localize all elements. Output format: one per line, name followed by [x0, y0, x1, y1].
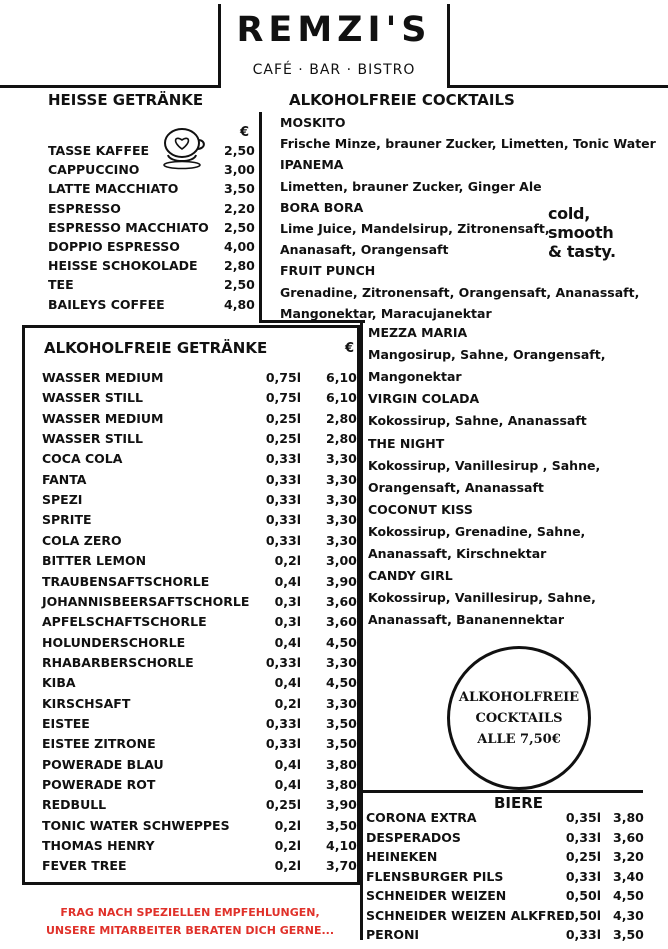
beer-price: 3,40 — [613, 868, 644, 884]
cocktail-ingredients: Lime Juice, Mandelsirup, Zitronensaft, — [280, 221, 550, 236]
beer-size: 0,33l — [565, 829, 601, 845]
soft-drink-name: REDBULL — [42, 797, 107, 813]
soft-drink-price: 2,80 — [326, 410, 357, 426]
cocktail-ingredients: Ananassaft, Bananennektar — [368, 612, 565, 628]
hot-drink-price: 2,20 — [224, 200, 255, 216]
cocktail-ingredients: Ananassaft, Kirschnektar — [368, 546, 547, 561]
beer-name: DESPERADOS — [366, 829, 461, 845]
soft-drink-size: 0,2l — [274, 553, 301, 569]
cocktail-column-rule — [360, 320, 363, 940]
hot-drink-name: CAPPUCCINO — [48, 162, 140, 178]
footer-line-1: FRAG NACH SPEZIELLEN EMPFEHLUNGEN, — [60, 906, 320, 919]
soft-drink-price: 6,10 — [326, 390, 357, 406]
beer-price: 3,50 — [613, 927, 644, 942]
soft-drink-name: FEVER TREE — [42, 858, 127, 874]
soft-drink-name: POWERADE BLAU — [42, 756, 164, 772]
header-rule-left — [0, 85, 218, 88]
soft-drink-price: 3,90 — [326, 797, 357, 813]
soft-drink-name: POWERADE ROT — [42, 777, 156, 792]
beer-name: SCHNEIDER WEIZEN ALKFREI — [366, 907, 570, 923]
soft-drink-name: TRAUBENSAFTSCHORLE — [42, 573, 210, 589]
soft-drink-name: APFELSCHAFTSCHORLE — [42, 614, 207, 630]
badge-line: ALKOHOLFREIE — [458, 689, 580, 705]
hot-drink-name: TASSE KAFFEE — [48, 143, 150, 158]
cocktail-ingredients: Kokossirup, Grenadine, Sahne, — [368, 523, 586, 539]
hot-drink-price: 4,80 — [224, 296, 255, 312]
hot-drink-price: 2,50 — [224, 143, 255, 158]
brand-tagline: CAFÉ · BAR · BISTRO — [252, 62, 416, 78]
cocktails-title: ALKOHOLFREIE COCKTAILS — [289, 91, 515, 109]
soft-drink-price: 3,90 — [326, 573, 357, 589]
soft-drink-size: 0,3l — [274, 593, 301, 609]
beer-price: 3,60 — [613, 829, 644, 845]
soft-drink-name: WASSER STILL — [42, 431, 143, 447]
soft-drink-name: JOHANNISBEERSAFTSCHORLE — [42, 593, 250, 609]
soft-drink-name: FANTA — [42, 471, 87, 487]
soft-drink-price: 2,80 — [326, 431, 357, 447]
hot-drinks-title: HEISSE GETRÄNKE — [48, 91, 204, 109]
soft-drink-size: 0,33l — [265, 451, 301, 467]
soft-drink-price: 3,50 — [326, 817, 357, 833]
soft-drink-name: COCA COLA — [42, 451, 123, 467]
beer-size: 0,25l — [565, 849, 601, 864]
soft-drink-name: HOLUNDERSCHORLE — [42, 634, 186, 650]
soft-drink-size: 0,33l — [265, 492, 301, 508]
cocktail-name: COCONUT KISS — [368, 501, 473, 517]
beer-size: 0,50l — [565, 888, 601, 903]
cocktail-ingredients: Orangensaft, Ananassaft — [368, 479, 544, 495]
hot-drinks-right-border — [259, 112, 262, 322]
soft-drink-price: 4,50 — [326, 634, 357, 650]
hot-drink-price: 2,50 — [224, 219, 255, 235]
cocktail-ingredients: Kokossirup, Sahne, Ananassaft — [368, 413, 587, 429]
cocktail-ingredients: Mangonektar — [368, 369, 462, 385]
soft-drink-price: 3,30 — [326, 451, 357, 467]
beer-price: 3,80 — [613, 810, 644, 825]
soft-drink-size: 0,33l — [265, 532, 301, 548]
beer-name: SCHNEIDER WEIZEN — [366, 888, 507, 903]
soft-drink-price: 4,10 — [326, 838, 357, 854]
soft-drink-price: 3,70 — [326, 858, 357, 874]
soft-drink-price: 4,50 — [326, 675, 357, 691]
tagline-line: & tasty. — [548, 242, 616, 261]
tagline-line: smooth — [548, 223, 614, 242]
soft-drink-price: 3,30 — [326, 471, 357, 487]
cocktail-ingredients: Frische Minze, brauner Zucker, Limetten, Tonic Water — [280, 136, 656, 152]
beer-name: HEINEKEN — [366, 849, 438, 864]
cocktail-name: THE NIGHT — [368, 435, 445, 451]
soft-drink-price: 3,00 — [326, 553, 357, 569]
cocktail-ingredients: Limetten, brauner Zucker, Ginger Ale — [280, 178, 542, 194]
badge-line: COCKTAILS — [475, 710, 563, 726]
beer-name: PERONI — [366, 927, 420, 942]
hot-drink-price: 2,80 — [224, 258, 255, 274]
cocktail-name: IPANEMA — [280, 157, 344, 173]
beer-price: 4,30 — [613, 907, 644, 923]
header-bracket-right — [447, 4, 450, 88]
soft-drink-size: 0,2l — [274, 817, 301, 833]
soft-drink-price: 3,30 — [326, 695, 357, 711]
beer-size: 0,33l — [565, 927, 601, 942]
hot-drink-name: TEE — [48, 277, 74, 293]
soft-drink-price: 3,60 — [326, 614, 357, 630]
tagline-line: cold, — [548, 204, 590, 223]
soft-drink-name: WASSER MEDIUM — [42, 370, 164, 385]
soft-drink-size: 0,75l — [265, 370, 301, 385]
beer-size: 0,50l — [565, 907, 601, 923]
soft-drink-price: 3,30 — [326, 654, 357, 670]
cocktail-name: FRUIT PUNCH — [280, 263, 376, 279]
beer-price: 4,50 — [613, 888, 644, 903]
soft-drink-price: 3,80 — [326, 777, 357, 792]
soft-drink-price: 3,50 — [326, 736, 357, 752]
soft-drink-size: 0,3l — [274, 614, 301, 630]
soft-drink-size: 0,4l — [274, 634, 301, 650]
cocktail-price-badge — [447, 646, 591, 790]
cocktail-name: CANDY GIRL — [368, 568, 453, 584]
header-bracket-left — [218, 4, 221, 88]
cocktail-ingredients: Mangonektar, Maracujanektar — [280, 305, 492, 321]
beer-size: 0,35l — [565, 810, 601, 825]
soft-drink-size: 0,2l — [274, 695, 301, 711]
hot-drink-name: ESPRESSO MACCHIATO — [48, 219, 209, 235]
soft-drink-size: 0,33l — [265, 654, 301, 670]
soft-drink-price: 3,30 — [326, 532, 357, 548]
cocktail-name: MEZZA MARIA — [368, 325, 468, 340]
latte-art-cup-icon — [162, 125, 208, 171]
soft-drink-price: 3,50 — [326, 715, 357, 731]
soft-drink-size: 0,33l — [265, 715, 301, 731]
soft-drink-size: 0,33l — [265, 471, 301, 487]
soft-drink-size: 0,4l — [274, 675, 301, 691]
soft-drink-name: KIBA — [42, 675, 76, 691]
soft-drink-size: 0,4l — [274, 756, 301, 772]
soft-drink-name: EISTEE ZITRONE — [42, 736, 156, 752]
soft-drink-size: 0,25l — [265, 431, 301, 447]
cocktail-ingredients: Kokossirup, Vanillesirup, Sahne, — [368, 590, 596, 606]
soft-drink-price: 3,30 — [326, 492, 357, 508]
soft-drink-name: TONIC WATER SCHWEPPES — [42, 817, 230, 833]
beer-name: FLENSBURGER PILS — [366, 868, 504, 884]
soft-drink-price: 3,30 — [326, 512, 357, 528]
soft-drink-name: SPRITE — [42, 512, 92, 528]
soft-drink-name: KIRSCHSAFT — [42, 695, 131, 711]
soft-drink-size: 0,33l — [265, 512, 301, 528]
soft-drink-price: 3,60 — [326, 593, 357, 609]
soft-drink-name: BITTER LEMON — [42, 553, 147, 569]
soft-drink-name: COLA ZERO — [42, 532, 122, 548]
soft-drink-name: WASSER MEDIUM — [42, 410, 164, 426]
beer-size: 0,33l — [565, 868, 601, 884]
soft-drink-size: 0,33l — [265, 736, 301, 752]
hot-drink-name: ESPRESSO — [48, 200, 121, 216]
soft-drink-name: RHABARBERSCHORLE — [42, 654, 194, 670]
cocktail-name: VIRGIN COLADA — [368, 391, 480, 407]
hot-drink-name: HEISSE SCHOKOLADE — [48, 258, 198, 274]
cocktail-ingredients: Grenadine, Zitronensaft, Orangensaft, Ananassaft, — [280, 284, 640, 300]
soft-drink-name: WASSER STILL — [42, 390, 143, 406]
hot-drink-price: 3,00 — [224, 162, 255, 178]
soft-drink-name: SPEZI — [42, 492, 83, 508]
hot-drink-price: 3,50 — [224, 181, 255, 197]
hot-drink-name: DOPPIO ESPRESSO — [48, 239, 180, 254]
header-rule-right — [450, 85, 668, 88]
hot-drink-name: BAILEYS COFFEE — [48, 296, 165, 312]
cocktail-ingredients: Ananasaft, Orangensaft — [280, 242, 449, 258]
brand-name: REMZI'S — [236, 10, 432, 50]
soft-drink-size: 0,4l — [274, 777, 301, 792]
soft-drink-name: THOMAS HENRY — [42, 838, 155, 854]
soft-drink-size: 0,25l — [265, 797, 301, 813]
soft-drinks-currency: € — [345, 341, 355, 356]
beer-name: CORONA EXTRA — [366, 810, 477, 825]
badge-line: ALLE 7,50€ — [477, 731, 561, 747]
cold-smooth-tasty-tagline — [548, 204, 616, 261]
soft-drink-price: 3,80 — [326, 756, 357, 772]
beers-title: BIERE — [494, 794, 544, 812]
soft-drink-name: EISTEE — [42, 715, 90, 731]
soft-drink-size: 0,4l — [274, 573, 301, 589]
soft-drink-size: 0,25l — [265, 410, 301, 426]
soft-drinks-title: ALKOHOLFREIE GETRÄNKE — [44, 339, 268, 357]
cocktail-ingredients: Mangosirup, Sahne, Orangensaft, — [368, 347, 606, 363]
cocktail-ingredients: Kokossirup, Vanillesirup , Sahne, — [368, 457, 601, 473]
beer-section-rule — [360, 790, 643, 793]
cocktail-name: BORA BORA — [280, 199, 364, 215]
soft-drink-size: 0,75l — [265, 390, 301, 406]
hot-drinks-currency: € — [240, 125, 250, 140]
footer-line-2: UNSERE MITARBEITER BERATEN DICH GERNE... — [45, 924, 335, 937]
hot-drink-price: 4,00 — [224, 239, 255, 254]
cocktail-name: MOSKITO — [280, 115, 346, 130]
hot-drink-price: 2,50 — [224, 277, 255, 293]
soft-drink-size: 0,2l — [274, 838, 301, 854]
soft-drink-size: 0,2l — [274, 858, 301, 874]
soft-drink-price: 6,10 — [326, 370, 357, 385]
hot-drink-name: LATTE MACCHIATO — [48, 181, 179, 197]
beer-price: 3,20 — [613, 849, 644, 864]
